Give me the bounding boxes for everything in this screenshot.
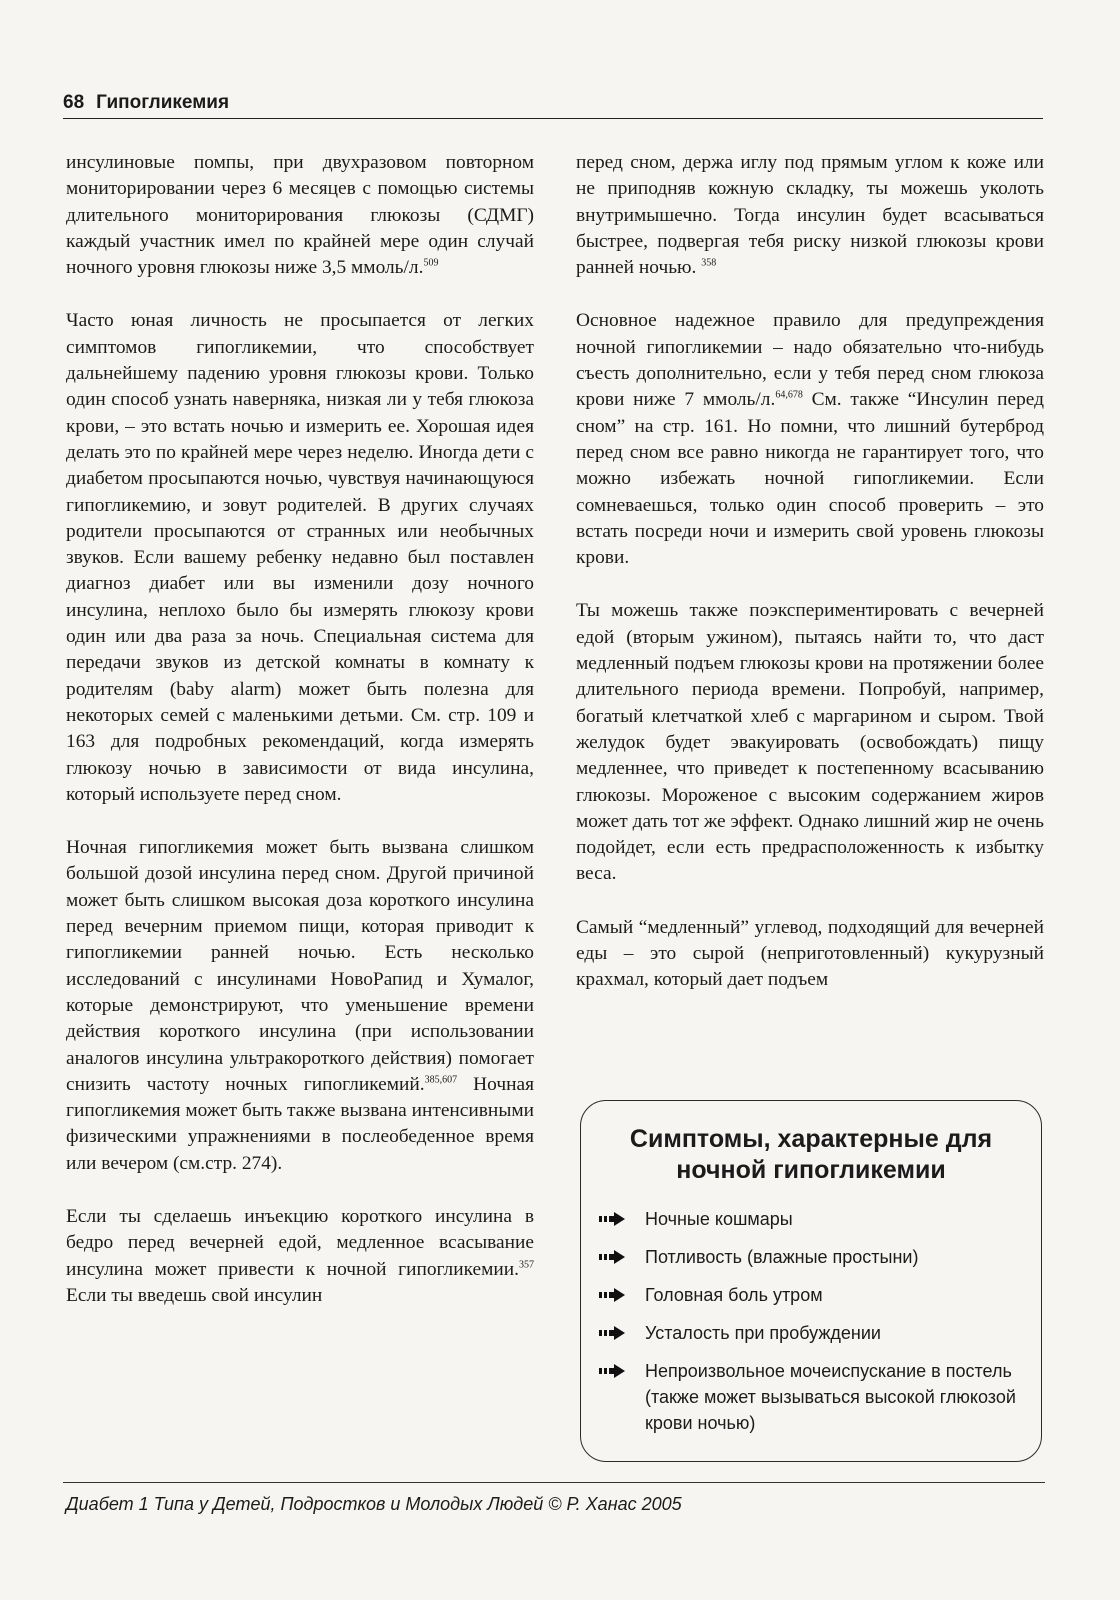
- reference-superscript: 509: [423, 257, 439, 269]
- symptom-item: [599, 1358, 1029, 1436]
- symptom-item: [599, 1206, 1029, 1232]
- reference-superscript: 64,678: [775, 389, 803, 401]
- paragraph: [66, 1204, 534, 1309]
- symptom-item: [599, 1320, 1029, 1346]
- arrow-right-icon: [599, 1206, 645, 1232]
- symptom-box-title: Симптомы, характерные для ночной гипогликемии: [629, 1125, 993, 1184]
- paragraph-text: Если ты введешь свой инсулин: [66, 1284, 323, 1306]
- paragraph-text: Ночная гипогликемия может быть вызвана слишком большой дозой инсулина перед сном. Другой причиной может быть слишком высокая доза короткого инсулина перед вечерним приемом пищи, которая приводит к гипогликемии ранней ночью. Есть несколько исследований с инсулинами НовоРапид и Хумалог, которые демонстрируют, что уменьшение времени действия короткого инсулина (при использовании аналогов инсулина ультракороткого действия) помогает снизить частоту ночных гипогликемий.: [66, 837, 534, 1095]
- paragraph-text: См. также “Инсулин перед сном” на стр. 161. Но помни, что лишний бутерброд перед сном все равно никогда не гарантирует того, что можно избежать ночной гипогликемии. Если сомневаешься, только один способ проверить – это встать посреди ночи и измерить свой уровень глюкозы крови.: [576, 389, 1044, 569]
- paragraph: Ты можешь также поэкспериментировать с вечерней едой (вторым ужином), пытаясь найти то, что даст медленный подъем глюкозы крови на протяжении более длительного периода времени. Попробуй, например, богатый клетчаткой хлеб с маргарином и сыром. Твой желудок будет эвакуировать (освобождать) пищу медленнее, что приведет к постепенному всасыванию глюкозы. Мороженое с высоким содержанием жиров может дать тот же эффект. Однако лишний жир не очень подойдет, если есть предрасположенность к избытку веса.: [576, 600, 1044, 885]
- reference-superscript: 385,607: [424, 1074, 458, 1086]
- paragraph: Часто юная личность не просыпается от легких симптомов гипогликемии, что способствует дальнейшему падению уровня глюкозы крови. Только один способ узнать наверняка, низкая ли у тебя глюкоза крови, – это встать ночью и измерить ее. Хорошая идея делать это по крайней мере через неделю. Иногда дети с диабетом просыпаются ночью, чувствуя начинающуюся гипогликемию, и зовут родителей. В других случаях родители просыпаются от странных или необычных звуков. Если вашему ребенку недавно был поставлен диагноз диабет или вы изменили дозу ночного инсулина, неплохо было бы измерять глюкозу крови один или два раза за ночь. Специальная система для передачи звуков из детской комнаты в комнату к родителям (baby alarm) может быть полезна для некоторых семей с маленькими детьми. См. стр. 109 и 163 для подробных рекомендаций, когда измерять глюкозу ночью в зависимости от вида инсулина, который используете перед сном.: [66, 310, 534, 805]
- page-number: 68: [63, 92, 85, 113]
- symptom-box: [580, 1100, 1042, 1462]
- paragraph: [576, 150, 1044, 281]
- paragraph: [576, 308, 1044, 571]
- arrow-right-icon: [599, 1282, 645, 1308]
- page-footer: Диабет 1 Типа у Детей, Подростков и Молодых Людей © Р. Ханас 2005: [66, 1494, 682, 1514]
- symptom-list: [581, 1206, 1041, 1436]
- arrow-right-icon: [599, 1244, 645, 1270]
- symptom-text: Ночные кошмары: [645, 1209, 793, 1229]
- paragraph: Самый “медленный” углевод, подходящий для вечерней еды – это сырой (неприготовленный) кукурузный крахмал, который дает подъем: [576, 916, 1044, 991]
- right-column: [576, 150, 1044, 1021]
- paragraph-text: Если ты сделаешь инъекцию короткого инсулина в бедро перед вечерней едой, медленное всасывание инсулина может привести к ночной гипогликемии.: [66, 1205, 534, 1280]
- symptom-text: Усталость при пробуждении: [645, 1323, 881, 1343]
- symptom-text: Непроизвольное мочеиспускание в постель (также может вызываться высокой глюкозой крови ночью): [645, 1361, 1016, 1433]
- arrow-right-icon: [599, 1320, 645, 1346]
- paragraph-text: Основное надежное правило для предупреждения ночной гипогликемии – надо обязательно что-нибудь съесть дополнительно, если у тебя перед сном глюкоза крови ниже 7 ммоль/л.: [576, 310, 1044, 411]
- paragraph-text: инсулиновые помпы, при двухразовом повторном мониторировании через 6 месяцев с помощью системы длительного мониторирования глюкозы (СДМГ) каждый участник имел по крайней мере один случай ночного уровня глюкозы ниже 3,5 ммоль/л.: [66, 152, 534, 279]
- symptom-item: [599, 1282, 1029, 1308]
- paragraph-text: перед сном, держа иглу под прямым углом к коже или не приподняв кожную складку, ты можешь уколоть внутримышечно. Тогда инсулин будет всасываться быстрее, подвергая тебя риску низкой глюкозы крови ранней ночью.: [576, 152, 1044, 279]
- reference-superscript: 358: [701, 257, 717, 269]
- arrow-right-icon: [599, 1358, 645, 1384]
- footer-divider: [63, 1482, 1045, 1483]
- reference-superscript: 357: [519, 1259, 534, 1271]
- paragraph: [66, 150, 534, 281]
- page-header: [63, 92, 1043, 119]
- paragraph: [66, 835, 534, 1177]
- chapter-title: Гипогликемия: [96, 92, 230, 113]
- symptom-item: [599, 1244, 1029, 1270]
- left-column: [66, 150, 534, 1336]
- symptom-text: Потливость (влажные простыни): [645, 1247, 919, 1267]
- paragraph-text: Ночная гипогликемия может быть также вызвана интенсивными физическими упражнениями в послеобеденное время или вечером (см.стр. 274).: [66, 1073, 534, 1174]
- symptom-text: Головная боль утром: [645, 1285, 823, 1305]
